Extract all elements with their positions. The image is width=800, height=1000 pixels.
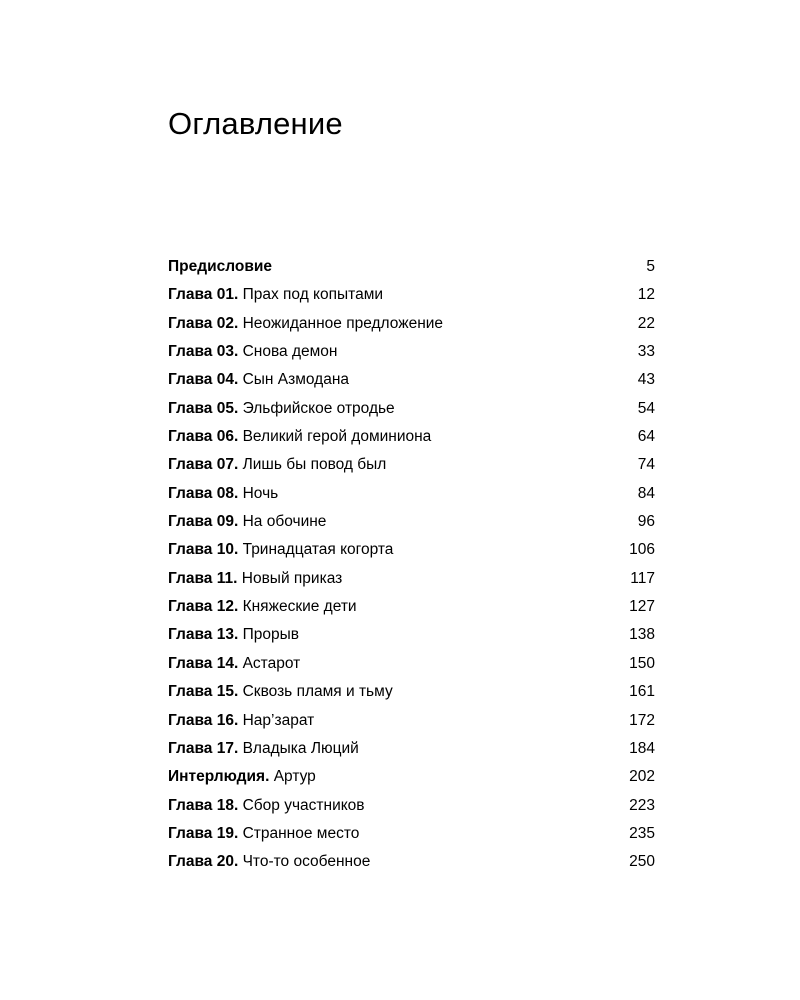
toc-entry-label bbox=[168, 310, 443, 338]
toc-entry bbox=[168, 395, 655, 423]
toc-entry-label bbox=[168, 395, 395, 423]
toc-entry-prefix: Глава 10. bbox=[168, 541, 239, 559]
toc-entry-prefix: Глава 07. bbox=[168, 456, 239, 474]
toc-entry-page-number: 117 bbox=[630, 569, 655, 587]
toc-entry-page-number: 223 bbox=[629, 796, 655, 814]
toc-entry-label bbox=[168, 366, 349, 394]
toc-entry bbox=[168, 763, 655, 791]
toc-entry bbox=[168, 735, 655, 763]
toc-entry bbox=[168, 792, 655, 820]
toc-entry bbox=[168, 281, 655, 309]
toc-entry-page-number: 43 bbox=[637, 371, 655, 389]
toc-entry-prefix: Интерлюдия. bbox=[168, 768, 270, 786]
toc-entry-prefix: Глава 08. bbox=[168, 484, 239, 502]
toc-entry-label bbox=[168, 621, 299, 649]
toc-entry-page-number: 138 bbox=[629, 626, 655, 644]
toc-entry-label bbox=[168, 848, 370, 876]
toc-entry bbox=[168, 480, 655, 508]
toc-entry-page-number: 184 bbox=[629, 739, 655, 757]
page-title: Оглавление bbox=[168, 106, 343, 141]
toc-entry-title: Лишь бы повод был bbox=[242, 456, 387, 474]
toc-entry-title: Снова демон bbox=[242, 343, 338, 361]
toc-entry-label bbox=[168, 650, 300, 678]
toc-entry-prefix: Предисловие bbox=[168, 258, 273, 275]
toc-entry-label bbox=[168, 253, 272, 281]
toc-entry-label bbox=[168, 735, 359, 763]
toc-entry-label bbox=[168, 423, 431, 451]
toc-entry-label bbox=[168, 763, 316, 791]
toc-entry-prefix: Глава 02. bbox=[168, 314, 239, 332]
toc-entry-prefix: Глава 19. bbox=[168, 824, 239, 842]
toc-entry-title: Ночь bbox=[242, 484, 279, 502]
toc-entry-title: Странное место bbox=[242, 824, 360, 842]
toc-entry bbox=[168, 707, 655, 735]
toc-entry-prefix: Глава 16. bbox=[168, 711, 239, 729]
table-of-contents bbox=[168, 253, 655, 877]
toc-entry-label bbox=[168, 480, 278, 508]
toc-entry-prefix: Глава 01. bbox=[168, 286, 239, 304]
toc-entry-page-number: 12 bbox=[637, 286, 655, 304]
toc-entry-title: Новый приказ bbox=[241, 569, 343, 587]
toc-entry-label bbox=[168, 593, 357, 621]
toc-entry-title: Сквозь пламя и тьму bbox=[242, 683, 393, 701]
toc-entry bbox=[168, 253, 655, 281]
toc-entry-page-number: 74 bbox=[637, 456, 655, 474]
toc-entry bbox=[168, 848, 655, 876]
toc-entry-page-number: 33 bbox=[637, 343, 655, 361]
toc-entry-title: Прах под копытами bbox=[242, 286, 384, 304]
toc-entry-title: Нар’зарат bbox=[242, 711, 315, 729]
toc-entry bbox=[168, 423, 655, 451]
toc-entry-label bbox=[168, 820, 359, 848]
toc-entry-prefix: Глава 06. bbox=[168, 428, 239, 446]
toc-entry-prefix: Глава 18. bbox=[168, 796, 239, 814]
toc-entry-title: Владыка Люций bbox=[242, 739, 359, 757]
toc-entry-page-number: 202 bbox=[629, 768, 655, 786]
toc-entry-prefix: Глава 13. bbox=[168, 626, 239, 644]
toc-entry-label bbox=[168, 451, 386, 479]
toc-entry-prefix: Глава 20. bbox=[168, 853, 239, 871]
toc-entry-page-number: 235 bbox=[629, 824, 655, 842]
toc-entry bbox=[168, 565, 655, 593]
toc-entry-label bbox=[168, 707, 314, 735]
toc-entry-page-number: 5 bbox=[646, 258, 655, 275]
toc-entry-page-number: 64 bbox=[637, 428, 655, 446]
toc-entry-page-number: 250 bbox=[629, 853, 655, 871]
toc-entry-page-number: 96 bbox=[637, 513, 655, 531]
toc-entry-title: Астарот bbox=[242, 654, 301, 672]
toc-entry-label bbox=[168, 565, 342, 593]
toc-entry bbox=[168, 508, 655, 536]
toc-entry-prefix: Глава 05. bbox=[168, 399, 239, 417]
toc-entry-title: Великий герой доминиона bbox=[242, 428, 432, 446]
toc-entry bbox=[168, 338, 655, 366]
toc-entry-label bbox=[168, 281, 383, 309]
toc-entry bbox=[168, 820, 655, 848]
book-page bbox=[168, 0, 655, 1000]
toc-entry-page-number: 127 bbox=[629, 598, 655, 616]
toc-entry-prefix: Глава 09. bbox=[168, 513, 239, 531]
toc-entry bbox=[168, 593, 655, 621]
toc-entry-label bbox=[168, 338, 337, 366]
toc-entry-title: Прорыв bbox=[242, 626, 299, 644]
toc-entry-title: Артур bbox=[273, 768, 316, 786]
toc-entry bbox=[168, 536, 655, 564]
toc-entry-label bbox=[168, 508, 326, 536]
toc-entry-prefix: Глава 12. bbox=[168, 598, 239, 616]
toc-entry-label bbox=[168, 678, 393, 706]
toc-entry bbox=[168, 678, 655, 706]
toc-entry-title: Тринадцатая когорта bbox=[242, 541, 394, 559]
toc-entry-prefix: Глава 03. bbox=[168, 343, 239, 361]
toc-entry-label bbox=[168, 792, 365, 820]
toc-entry-page-number: 150 bbox=[629, 654, 655, 672]
toc-entry-label bbox=[168, 536, 393, 564]
toc-entry-title: Сын Азмодана bbox=[242, 371, 350, 389]
toc-entry-title: Сбор участников bbox=[242, 796, 365, 814]
toc-entry-title: Княжеские дети bbox=[242, 598, 357, 616]
toc-entry-prefix: Глава 14. bbox=[168, 654, 239, 672]
toc-entry-title: Что-то особенное bbox=[242, 853, 371, 871]
toc-entry bbox=[168, 621, 655, 649]
toc-entry-page-number: 161 bbox=[629, 683, 655, 701]
toc-entry-page-number: 106 bbox=[629, 541, 655, 559]
toc-entry-prefix: Глава 17. bbox=[168, 739, 239, 757]
toc-entry bbox=[168, 451, 655, 479]
toc-entry-title: Эльфийское отродье bbox=[242, 399, 395, 417]
toc-entry-page-number: 84 bbox=[637, 484, 655, 502]
toc-entry bbox=[168, 310, 655, 338]
toc-entry bbox=[168, 650, 655, 678]
toc-entry-page-number: 22 bbox=[637, 314, 655, 332]
toc-entry-prefix: Глава 11. bbox=[168, 569, 238, 587]
toc-entry-page-number: 172 bbox=[629, 711, 655, 729]
toc-entry-prefix: Глава 04. bbox=[168, 371, 239, 389]
toc-entry bbox=[168, 366, 655, 394]
toc-entry-title: Неожиданное предложение bbox=[242, 314, 444, 332]
toc-entry-title: На обочине bbox=[242, 513, 327, 531]
toc-entry-prefix: Глава 15. bbox=[168, 683, 239, 701]
toc-entry-page-number: 54 bbox=[637, 399, 655, 417]
